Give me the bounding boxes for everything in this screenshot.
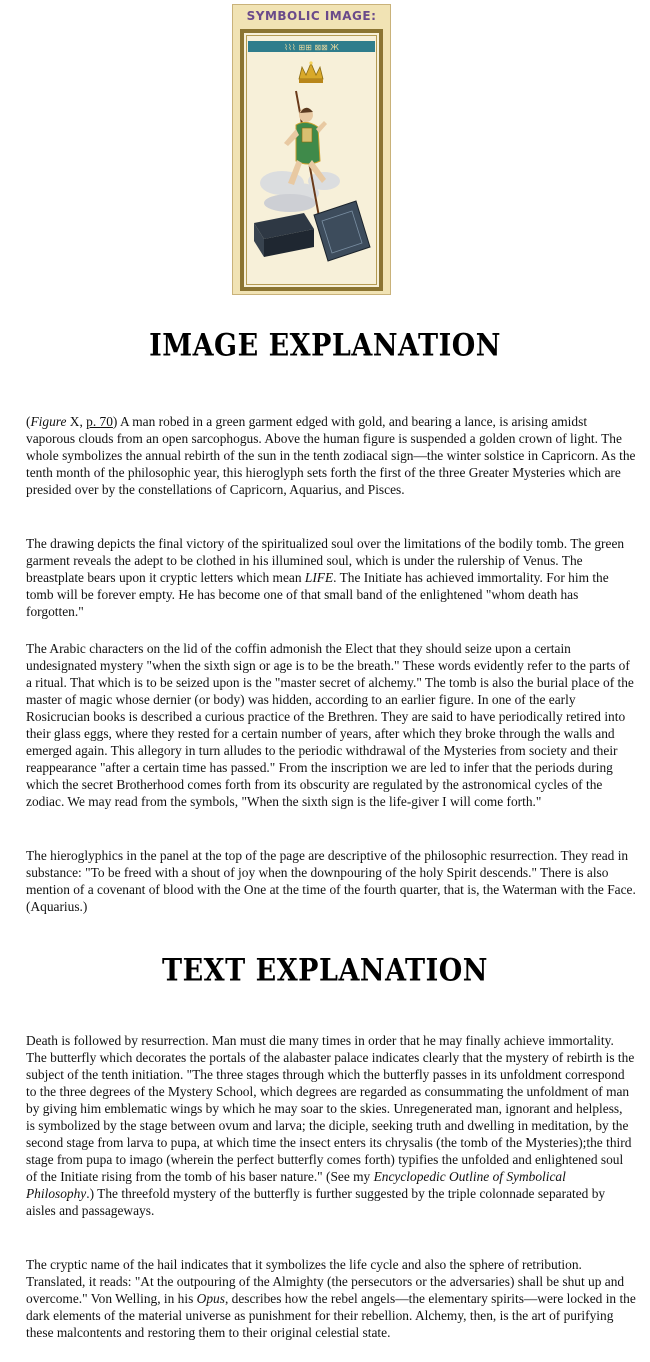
figure-number: X,	[66, 414, 87, 429]
image-explanation-heading: IMAGE EXPLANATION	[149, 327, 501, 364]
text-explanation-paragraph-2	[26, 1256, 636, 1341]
image-explanation-paragraph-2	[26, 535, 636, 620]
paragraph-text: , describes how the rebel angels—the elementary spirits—were locked in the dark elements of the material universe as punishment for their rebellion. Alchemy, then, is the art of purifying these malcontents and restoring them to their original celestial state.	[26, 1291, 636, 1340]
paragraph-text: The cryptic name of the hail indicates that it symbolizes the life cycle and also the sphere of retribution. Translated, it reads: "At the outpouring of the Almighty (the persecutors or the adversaries) shall be shut up and overcome." Von Welling, in his	[26, 1257, 625, 1306]
text-explanation-heading: TEXT EXPLANATION	[162, 952, 488, 989]
paragraph-text: The drawing depicts the final victory of the spiritualized soul over the limitations of the bodily tomb. The green garment reveals the adept to be clothed in his illumined soul, which is under the rulership of Venus. The breastplate bears upon it cryptic letters which mean	[26, 536, 625, 585]
book-title: Encyclopedic Outline of Symbolical Philosophy	[26, 1169, 566, 1201]
text-explanation-paragraph-1	[26, 1032, 636, 1219]
crown-icon	[299, 61, 323, 83]
figure-label: Figure	[30, 414, 67, 429]
symbolic-image-card	[232, 4, 391, 295]
paragraph-text: . The Initiate has achieved immortality. For him the tomb will be forever empty. He has become one of that small band of the enlightened "whom death has forgotten."	[26, 570, 609, 619]
life-word: LIFE	[304, 570, 334, 585]
paragraph-text: ) A man robed in a green garment edged with gold, and bearing a lance, is arising amidst vaporous clouds from an open sarcophogus. Above the human figure is suspended a golden crown of light. The whole symbolizes the annual rebirth of the sun in the tenth zodiacal sign—the winter solstice in Capricorn. As the tenth month of the philosophic year, this hieroglyph sets forth the first of the three Greater Mysteries which are presided over by the constellations of Capricorn, Aquarius, and Pisces.	[26, 414, 636, 497]
image-explanation-paragraph-4: The hieroglyphics in the panel at the top of the page are descriptive of the philosophic resurrection. They read in substance: "To be freed with a shout of joy when the downpouring of the holy Spirit descends." There is also mention of a covenant of blood with the One at the time of the fourth quarter, that is, the Waterman with the Face. (Aquarius.)	[26, 848, 636, 914]
paragraph-text: is symbolized by the stage between ovum and larva; the diciple, seeking truth and dwelling in meditation, by the second stage from larva to pupa, at which time the insect enters its chrysalis (the tomb of the Mysteries);the third stage from pupa to imago (wherein the perfect butterfly comes forth) typifies the unfolded and enlightened soul of the Initiate rising from the tomb of his baser nature." (See my	[26, 1118, 632, 1184]
resurrection-illustration	[244, 33, 379, 287]
cloud-shape	[260, 171, 340, 212]
paragraph-text: Death is followed by resurrection. Man must die many times in order that he may finally achieve immortality. The butterfly which decorates the portals of the alabaster palace indicates clearly that the mystery of rebirth is the subject of the tenth initiation. "The three stages through which the butterfly passes in its unfoldment correspond to the three degrees of the Mystery School, which degrees are regarded as consummating the unfoldment of man by giving him emblematic wings by which he may soar to the skies. Unregenerated man, ignorant and helpless,	[26, 1033, 635, 1116]
sarcophagus	[254, 201, 370, 261]
hieroglyph-text: ⌇⌇⌇ ⊞⊞ ⊠⊠ Ж	[284, 43, 339, 52]
symbolic-image-label: SYMBOLIC IMAGE:	[246, 9, 377, 23]
image-explanation-paragraph-3: The Arabic characters on the lid of the coffin admonish the Elect that they should seize upon a certain undesignated mystery "when the sixth sign or age is to be the breath." These words evidently refer to the parts of a ritual. That which is to be seized upon is the "master secret of alchemy." The tomb is also the burial place of the master of magic whose dernier (or body) was hidden, according to an earlier figure. In one of the early Rosicrucian books is described a curious practice of the Brethren. They are said to have periodically retired into their glass eggs, where they rested for a certain number of years, after which they broke through the walls and emerged again. This allegory in turn alludes to the periodic withdrawal of the Mysteries from society and their reappearance "after a certain time has passed." From the inscription we are led to infer that the periods during which the secret Brotherhood comes forth from its obscurity are regulated by the astronomical cycles of the zodiac. We may read from the symbols, "When the sixth sign is the life-giver I will come forth."	[26, 641, 634, 809]
opus-title: Opus	[196, 1291, 225, 1306]
paragraph-text: .) The threefold mystery of the butterfly is further suggested by the triple colonnade separated by aisles and passageways.	[26, 1186, 606, 1218]
symbolic-image-frame	[240, 29, 383, 291]
page-reference-link[interactable]: p. 70	[86, 414, 113, 429]
image-explanation-paragraph-1: (Figure X, p. 70) A man robed in a green garment edged with gold, and bearing a lance, is arising amidst vaporous clouds from an open sarcophogus. Above the human figure is suspended a golden crown of light. The whole symbolizes the annual rebirth of the sun in the tenth zodiacal sign—the winter solstice in Capricorn. As the tenth month of the philosophic year, this hieroglyph sets forth the first of the three Greater Mysteries which are presided over by the constellations of Capricorn, Aquarius, and Pisces.	[26, 414, 636, 497]
